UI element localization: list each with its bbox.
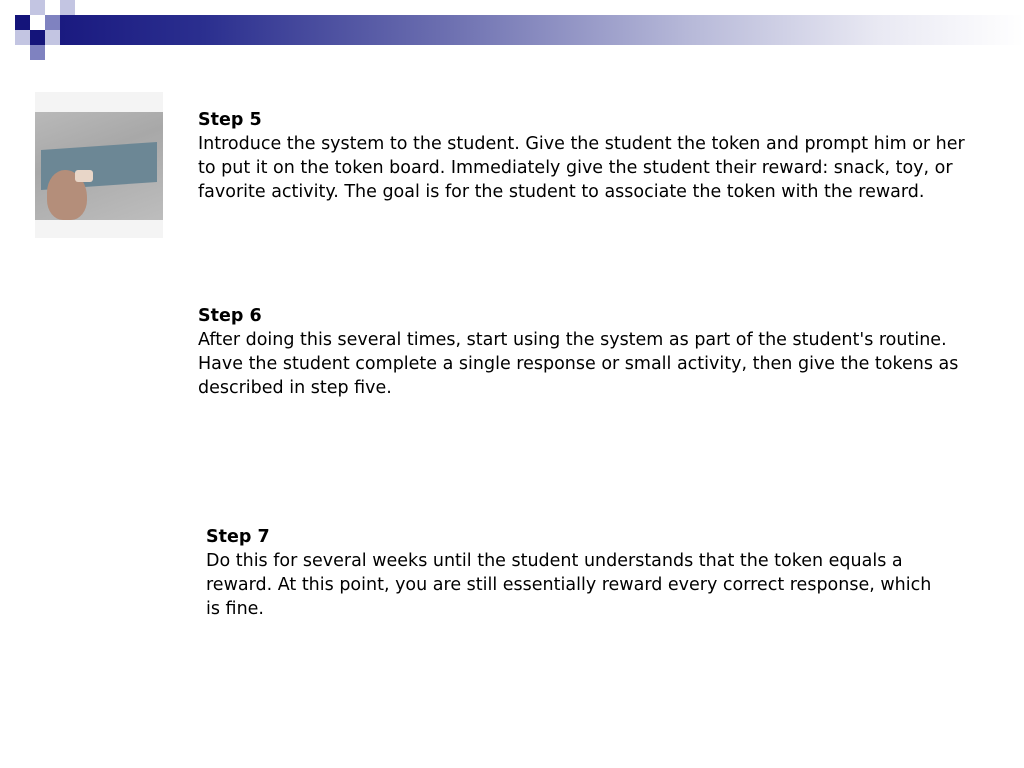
photo-token [75,170,93,182]
banner-square-mid [30,45,45,60]
step-5-block [198,108,968,204]
step-title: Step 7 [206,527,270,547]
step-6-block [198,304,968,400]
step-body: Do this for several weeks until the student understands that the token equals a reward. At this point, you are still essentially reward every correct response, which is fine. [206,551,932,619]
step-title: Step 5 [198,110,262,130]
banner-square-dark [30,30,45,45]
step-title: Step 6 [198,306,262,326]
step-body: After doing this several times, start using the system as part of the student's routine. Have the student complete a single response or small activity, then give the tokens as described in step five. [198,330,959,398]
header-banner [0,0,1024,62]
banner-square-mid [45,15,60,30]
token-board-photo [35,92,163,238]
step-body: Introduce the system to the student. Give the student the token and prompt him or her to put it on the token board. Immediately give the student their reward: snack, toy, or favorite activity. The goal is for the student to associate the token with the reward. [198,134,965,202]
banner-square-light [60,0,75,15]
banner-square-light [30,0,45,15]
banner-square-dark [15,15,30,30]
step-7-block [206,525,946,621]
photo-background [35,112,163,220]
banner-square-light [15,30,30,45]
banner-gradient-bar [60,15,1024,45]
banner-square-light [45,30,60,45]
